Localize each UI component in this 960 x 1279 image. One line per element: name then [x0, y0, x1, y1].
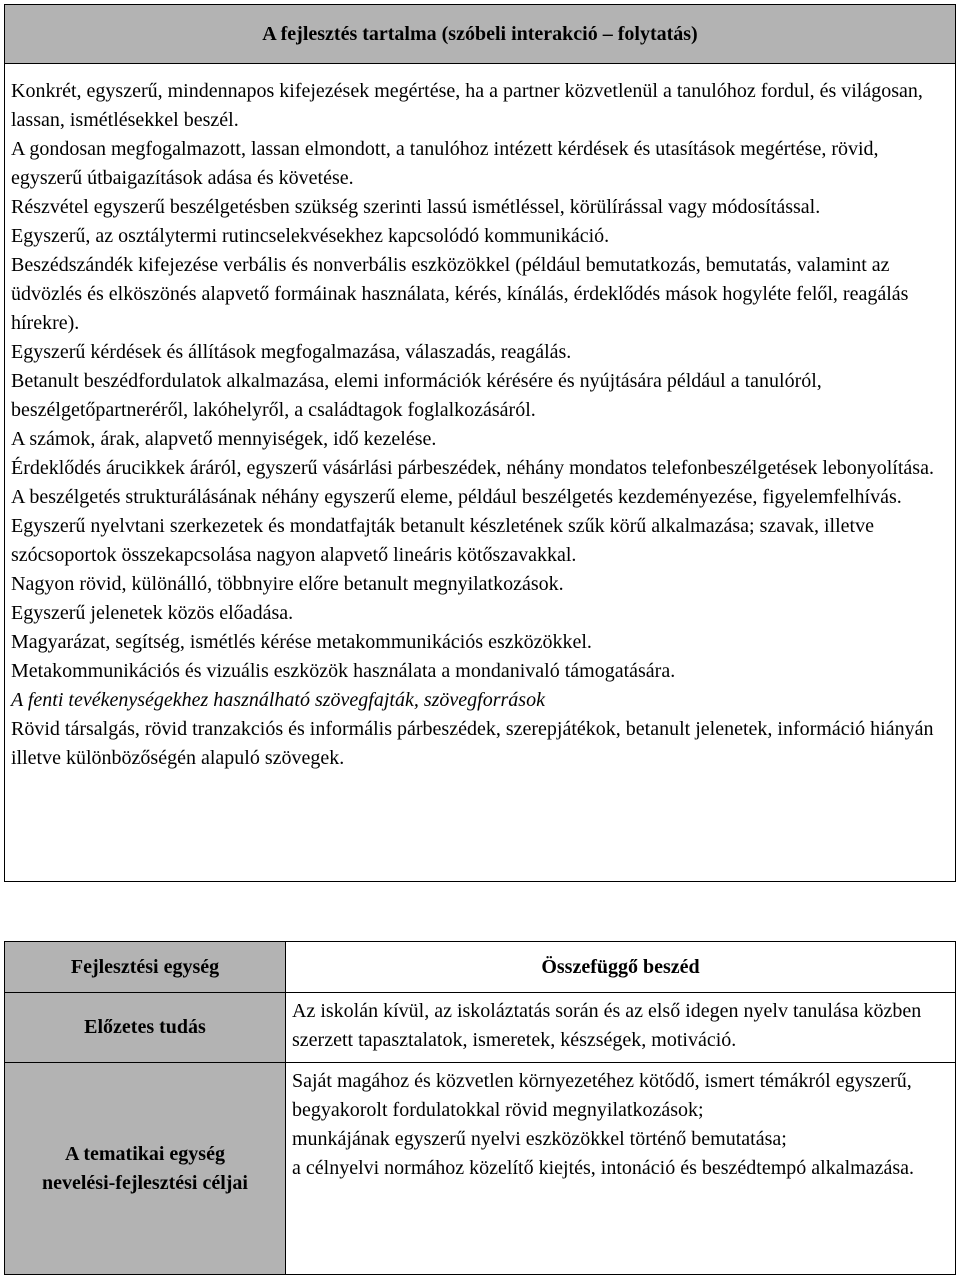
content-paragraph: A beszélgetés strukturálásának néhány egyszerű eleme, például beszélgetés kezdeményezése, figyelemfelhívás. — [11, 486, 902, 508]
content-table-body — [5, 64, 955, 773]
content-paragraph: Konkrét, egyszerű, mindennapos kifejezések megértése, ha a partner közvetlenül a tanulóhoz fordul, és világosan, lassan, ismétlésekkel beszél. — [11, 80, 923, 131]
content-table — [4, 4, 956, 882]
goals-text: a célnyelvi normához közelítő kiejtés, intonáció és beszédtempó alkalmazása. — [292, 1157, 914, 1179]
text-types-heading: A fenti tevékenységekhez használható szövegfajták, szövegforrások — [11, 689, 545, 711]
goals-cell — [286, 1063, 955, 1274]
content-paragraph: Érdeklődés árucikkek áráról, egyszerű vásárlási párbeszédek, néhány mondatos telefonbeszélgetések lebonyolítása. — [11, 457, 934, 479]
content-table-header: A fejlesztés tartalma (szóbeli interakció – folytatás) — [5, 5, 955, 64]
goals-label — [42, 1140, 248, 1198]
content-paragraph: Magyarázat, segítség, ismétlés kérése metakommunikációs eszközökkel. — [11, 631, 592, 653]
content-paragraph: Nagyon rövid, különálló, többnyire előre betanult megnyilatkozások. — [11, 573, 564, 595]
prior-knowledge-label-cell — [5, 993, 286, 1063]
content-paragraph: Egyszerű jelenetek közös előadása. — [11, 602, 294, 624]
text-types-paragraph: Rövid társalgás, rövid tranzakciós és informális párbeszédek, szerepjátékok, betanult jelenetek, információ hiányán illetve különbözőségén alapuló szövegek. — [11, 718, 934, 769]
content-paragraph: Betanult beszédfordulatok alkalmazása, elemi információk kérésére és nyújtására például a tanulóról, beszélgetőpartneréről, lakóhelyről, a családtagok foglalkozásáról. — [11, 370, 822, 421]
content-paragraph: Egyszerű kérdések és állítások megfogalmazása, válaszadás, reagálás. — [11, 341, 572, 363]
goals-label-line: A tematikai egység — [65, 1142, 225, 1165]
goals-label-cell — [5, 1063, 286, 1274]
content-paragraph: A számok, árak, alapvető mennyiségek, idő kezelése. — [11, 428, 437, 450]
content-paragraph: Egyszerű nyelvtani szerkezetek és mondatfajták betanult készletének szűk körű alkalmazása; szavak, illetve szócsoportok összekapcsolása nagyon alapvető lineáris kötőszavakkal. — [11, 515, 874, 566]
prior-knowledge-label: Előzetes tudás — [84, 1016, 206, 1038]
goals-text: Saját magához és közvetlen környezetéhez kötődő, ismert témákról egyszerű, begyakorolt fordulatokkal rövid megnyilatkozások; — [292, 1070, 912, 1121]
content-paragraph: Metakommunikációs és vizuális eszközök használata a mondanivaló támogatására. — [11, 660, 676, 682]
unit-value-cell — [286, 942, 955, 993]
prior-knowledge-cell — [286, 993, 955, 1063]
goals-label-line: nevelési-fejlesztési céljai — [41, 1171, 248, 1194]
content-paragraph: Beszédszándék kifejezése verbális és nonverbális eszközökkel (például bemutatkozás, bemutatás, valamint az üdvözlés és elköszönés alapvető formáinak használata, kérés, kínálás, érdeklődés mások hogyléte felől, reagálás hírekre). — [11, 254, 909, 334]
unit-value: Összefüggő beszéd — [541, 955, 700, 978]
content-paragraph: Részvétel egyszerű beszélgetésben szükség szerinti lassú ismétléssel, körülírással vagy módosítással. — [11, 196, 821, 218]
prior-knowledge-text: Az iskolán kívül, az iskoláztatás során és az első idegen nyelv tanulása közben szerzett tapasztalatok, ismeretek, készségek, motiváció. — [292, 1000, 922, 1051]
unit-table — [4, 941, 956, 1275]
content-paragraph: A gondosan megfogalmazott, lassan elmondott, a tanulóhoz intézett kérdések és utasítások megértése, rövid, egyszerű útbaigazítások adása és követése. — [11, 138, 879, 189]
goals-text: munkájának egyszerű nyelvi eszközökkel történő bemutatása; — [292, 1128, 787, 1150]
unit-label-cell — [5, 942, 286, 993]
content-paragraph: Egyszerű, az osztálytermi rutincselekvésekhez kapcsolódó kommunikáció. — [11, 225, 610, 247]
unit-label: Fejlesztési egység — [70, 955, 220, 978]
